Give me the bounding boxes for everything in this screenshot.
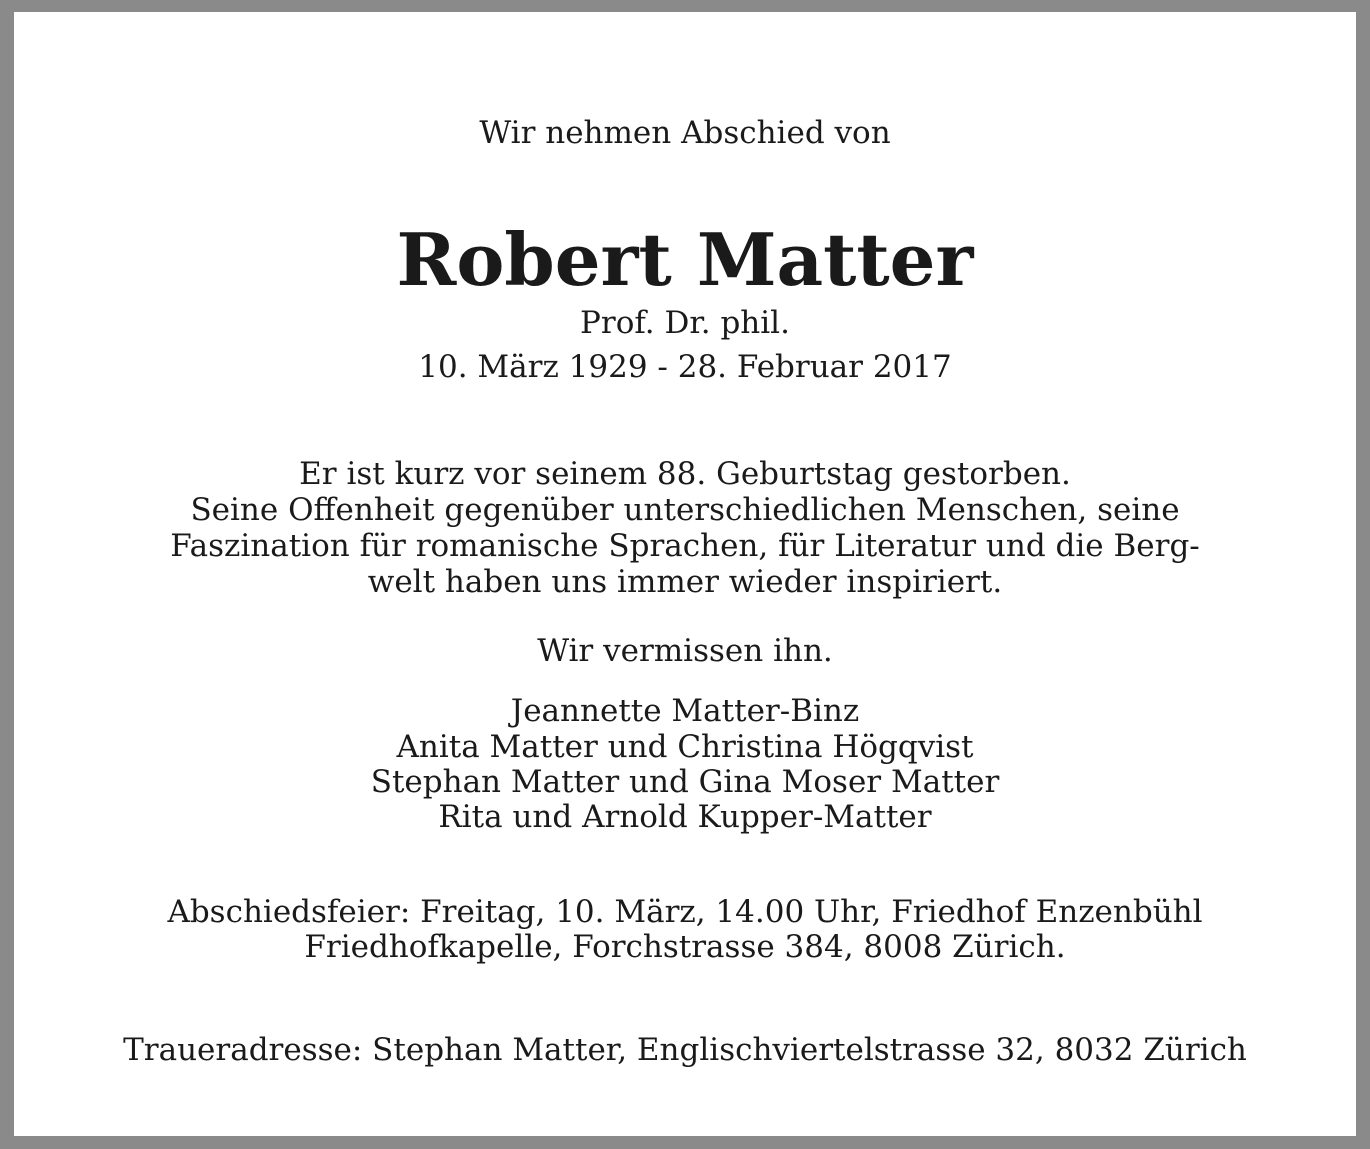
- funeral-info: Friedhofkapelle, Forchstrasse 384, 8008 Zürich.: [304, 929, 1066, 965]
- mourner-name: Stephan Matter und Gina Moser Matter: [370, 764, 1000, 800]
- academic-title: Prof. Dr. phil.: [580, 305, 790, 341]
- obituary-card: [14, 12, 1356, 1136]
- miss-line: Wir vermissen ihn.: [537, 633, 833, 669]
- tribute-line: Seine Offenheit gegenüber unterschiedlichen Menschen, seine: [190, 492, 1180, 528]
- intro-line: Wir nehmen Abschied von: [479, 115, 891, 151]
- mourner-name: Rita und Arnold Kupper-Matter: [438, 799, 932, 835]
- mourner-name: Anita Matter und Christina Högqvist: [396, 729, 974, 765]
- mourning-address: Traueradresse: Stephan Matter, Englischviertelstrasse 32, 8032 Zürich: [123, 1032, 1247, 1068]
- tribute-line: Er ist kurz vor seinem 88. Geburtstag gestorben.: [299, 456, 1071, 492]
- funeral-info: Abschiedsfeier: Freitag, 10. März, 14.00 Uhr, Friedhof Enzenbühl: [167, 894, 1203, 930]
- deceased-name: Robert Matter: [396, 217, 974, 302]
- mourner-name: Jeannette Matter-Binz: [510, 693, 860, 729]
- life-dates: 10. März 1929 - 28. Februar 2017: [418, 349, 952, 385]
- tribute-line: welt haben uns immer wieder inspiriert.: [367, 564, 1003, 600]
- tribute-line: Faszination für romanische Sprachen, für Literatur und die Berg-: [170, 528, 1200, 564]
